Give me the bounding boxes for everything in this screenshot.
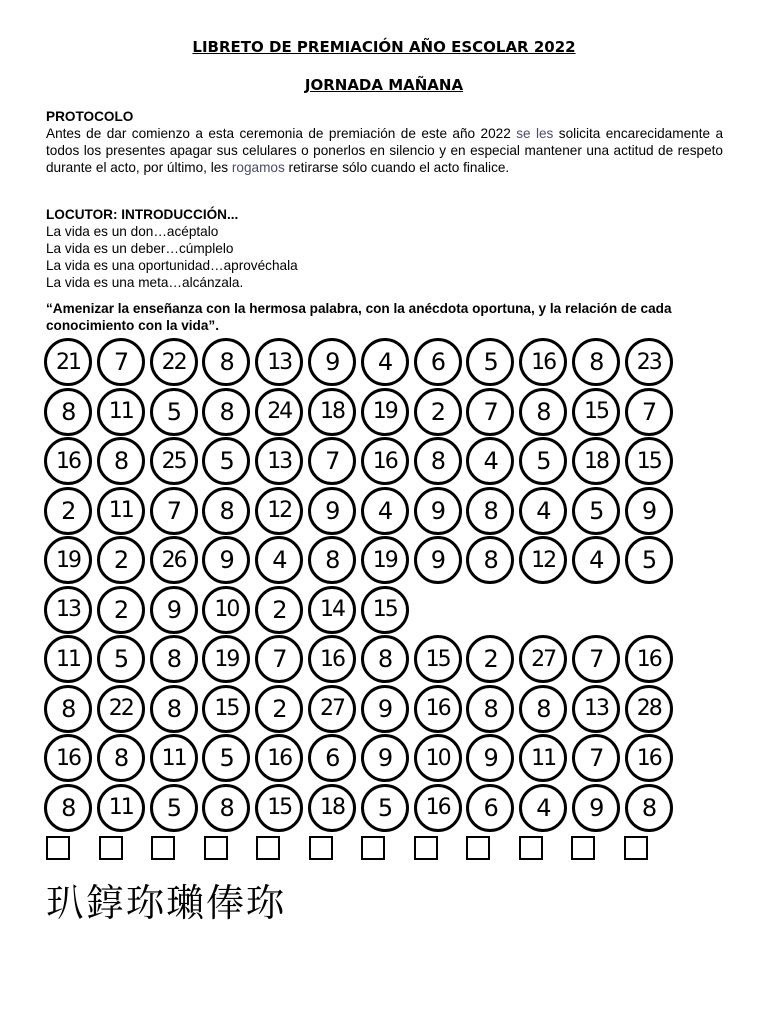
circled-number: 9 bbox=[361, 685, 409, 733]
circled-number: 8 bbox=[625, 784, 673, 832]
empty-box-row bbox=[46, 836, 676, 860]
circled-number: 6 bbox=[308, 734, 356, 782]
circled-number: 10 bbox=[202, 586, 250, 634]
circled-number: 8 bbox=[44, 784, 92, 832]
circled-number: 4 bbox=[255, 536, 303, 584]
circled-number: 9 bbox=[414, 536, 462, 584]
circled-number: 4 bbox=[466, 437, 514, 485]
circled-number: 27 bbox=[308, 685, 356, 733]
locutor-heading: LOCUTOR: INTRODUCCIÓN... bbox=[46, 207, 239, 222]
circle-row bbox=[44, 635, 744, 685]
circled-number: 23 bbox=[625, 338, 673, 386]
circled-number: 22 bbox=[97, 685, 145, 733]
circled-number: 8 bbox=[572, 338, 620, 386]
circled-number: 11 bbox=[97, 487, 145, 535]
empty-box bbox=[46, 836, 70, 860]
circled-number: 10 bbox=[414, 734, 462, 782]
circled-number: 5 bbox=[202, 734, 250, 782]
circled-number: 16 bbox=[625, 635, 673, 683]
circled-number: 8 bbox=[466, 487, 514, 535]
circled-number: 7 bbox=[572, 734, 620, 782]
circled-number: 22 bbox=[150, 338, 198, 386]
circled-number: 2 bbox=[255, 685, 303, 733]
circled-number: 12 bbox=[519, 536, 567, 584]
circled-number: 15 bbox=[572, 388, 620, 436]
circled-number: 8 bbox=[202, 487, 250, 535]
circled-number: 8 bbox=[519, 685, 567, 733]
circled-number-grid bbox=[44, 338, 744, 833]
circled-number: 5 bbox=[519, 437, 567, 485]
circled-number: 7 bbox=[97, 338, 145, 386]
circled-number: 15 bbox=[255, 784, 303, 832]
circled-number: 9 bbox=[150, 586, 198, 634]
locutor-section bbox=[46, 206, 723, 291]
circled-number: 2 bbox=[97, 586, 145, 634]
circled-number: 2 bbox=[466, 635, 514, 683]
circled-number: 5 bbox=[466, 338, 514, 386]
empty-box bbox=[99, 836, 123, 860]
circled-number: 16 bbox=[255, 734, 303, 782]
circled-number: 8 bbox=[150, 685, 198, 733]
circle-row bbox=[44, 338, 744, 388]
circled-number: 13 bbox=[572, 685, 620, 733]
circled-number: 2 bbox=[97, 536, 145, 584]
circled-number: 8 bbox=[519, 388, 567, 436]
circled-number: 8 bbox=[414, 437, 462, 485]
circled-number: 15 bbox=[414, 635, 462, 683]
circled-number: 14 bbox=[308, 586, 356, 634]
circled-number: 16 bbox=[625, 734, 673, 782]
locutor-line: La vida es un deber…cúmplelo bbox=[46, 241, 234, 256]
circled-number: 16 bbox=[308, 635, 356, 683]
circled-number: 8 bbox=[97, 734, 145, 782]
circled-number: 15 bbox=[361, 586, 409, 634]
empty-box bbox=[309, 836, 333, 860]
circled-number: 5 bbox=[202, 437, 250, 485]
circle-row bbox=[44, 586, 744, 636]
protocolo-section bbox=[46, 108, 723, 176]
circled-number: 8 bbox=[361, 635, 409, 683]
empty-box bbox=[151, 836, 175, 860]
circled-number: 11 bbox=[150, 734, 198, 782]
circled-number: 9 bbox=[361, 734, 409, 782]
circled-number: 8 bbox=[202, 338, 250, 386]
circled-number: 7 bbox=[466, 388, 514, 436]
protocolo-text-part-1: Antes de dar comienzo a esta ceremonia de premiación de este año 2022 bbox=[46, 126, 517, 141]
circled-number: 19 bbox=[361, 536, 409, 584]
empty-box bbox=[414, 836, 438, 860]
circled-number: 16 bbox=[44, 437, 92, 485]
circled-number: 2 bbox=[255, 586, 303, 634]
circled-number: 16 bbox=[361, 437, 409, 485]
circled-number: 9 bbox=[202, 536, 250, 584]
circled-number: 19 bbox=[44, 536, 92, 584]
circled-number: 26 bbox=[150, 536, 198, 584]
locutor-line: La vida es un don…acéptalo bbox=[46, 224, 219, 239]
protocolo-accent-1: se les bbox=[516, 126, 554, 141]
circled-number: 18 bbox=[572, 437, 620, 485]
document-subtitle: JORNADA MAÑANA bbox=[304, 76, 464, 94]
circled-number: 4 bbox=[361, 338, 409, 386]
circled-number: 4 bbox=[519, 784, 567, 832]
document-title: LIBRETO DE PREMIACIÓN AÑO ESCOLAR 2022 bbox=[192, 38, 576, 56]
empty-box bbox=[256, 836, 280, 860]
circled-number: 13 bbox=[255, 338, 303, 386]
locutor-line: La vida es una oportunidad…aprovéchala bbox=[46, 258, 298, 273]
locutor-line: La vida es una meta…alcánzala. bbox=[46, 275, 244, 290]
empty-box bbox=[466, 836, 490, 860]
circled-number: 4 bbox=[572, 536, 620, 584]
circle-row bbox=[44, 388, 744, 438]
circled-number: 5 bbox=[572, 487, 620, 535]
protocolo-accent-2: rogamos bbox=[231, 160, 285, 175]
circled-number: 8 bbox=[308, 536, 356, 584]
circled-number: 8 bbox=[202, 784, 250, 832]
circled-number: 9 bbox=[308, 338, 356, 386]
circled-number: 15 bbox=[625, 437, 673, 485]
circled-number: 15 bbox=[202, 685, 250, 733]
circled-number: 2 bbox=[44, 487, 92, 535]
circled-number: 19 bbox=[361, 388, 409, 436]
circled-number: 7 bbox=[308, 437, 356, 485]
circled-number: 9 bbox=[625, 487, 673, 535]
circle-row bbox=[44, 536, 744, 586]
circled-number: 5 bbox=[97, 635, 145, 683]
circled-number: 7 bbox=[625, 388, 673, 436]
empty-box bbox=[519, 836, 543, 860]
circle-row bbox=[44, 685, 744, 735]
empty-box bbox=[624, 836, 648, 860]
circled-number: 9 bbox=[308, 487, 356, 535]
circled-number: 24 bbox=[255, 388, 303, 436]
circled-number: 16 bbox=[44, 734, 92, 782]
circled-number: 9 bbox=[466, 734, 514, 782]
circled-number: 7 bbox=[572, 635, 620, 683]
circled-number: 11 bbox=[97, 784, 145, 832]
circled-number: 5 bbox=[625, 536, 673, 584]
protocolo-text bbox=[46, 125, 723, 176]
circled-number: 8 bbox=[466, 536, 514, 584]
protocolo-heading: PROTOCOLO bbox=[46, 109, 134, 124]
circled-number: 25 bbox=[150, 437, 198, 485]
circled-number: 8 bbox=[466, 685, 514, 733]
circled-number: 16 bbox=[414, 685, 462, 733]
circled-number: 5 bbox=[150, 784, 198, 832]
circle-row bbox=[44, 437, 744, 487]
circled-number: 18 bbox=[308, 388, 356, 436]
circled-number: 7 bbox=[255, 635, 303, 683]
circled-number: 6 bbox=[414, 338, 462, 386]
circled-number: 8 bbox=[97, 437, 145, 485]
circled-number: 6 bbox=[466, 784, 514, 832]
circled-number: 11 bbox=[44, 635, 92, 683]
circled-number: 13 bbox=[255, 437, 303, 485]
circled-number: 8 bbox=[150, 635, 198, 683]
cjk-text: 玐錞珎瓎俸珎 bbox=[46, 881, 287, 925]
circled-number: 16 bbox=[414, 784, 462, 832]
circle-row bbox=[44, 734, 744, 784]
circled-number: 13 bbox=[44, 586, 92, 634]
circled-number: 4 bbox=[519, 487, 567, 535]
protocolo-text-part-2: solicita encarecidamente a todos los presentes apagar sus celulares o ponerlos en silencio y en especial mantener una actitud de respeto durante el acto, por último, les bbox=[46, 126, 724, 175]
empty-box bbox=[571, 836, 595, 860]
circled-number: 9 bbox=[572, 784, 620, 832]
quote: “Amenizar la enseñanza con la hermosa palabra, con la anécdota oportuna, y la relación de cada conocimiento con la vida”. bbox=[46, 301, 672, 333]
circled-number: 11 bbox=[519, 734, 567, 782]
circled-number: 2 bbox=[414, 388, 462, 436]
circled-number: 27 bbox=[519, 635, 567, 683]
empty-box bbox=[204, 836, 228, 860]
circled-number: 28 bbox=[625, 685, 673, 733]
circled-number: 16 bbox=[519, 338, 567, 386]
circle-row bbox=[44, 784, 744, 834]
circled-number: 19 bbox=[202, 635, 250, 683]
protocolo-text-part-3: retirarse sólo cuando el acto finalice. bbox=[284, 160, 510, 175]
circled-number: 4 bbox=[361, 487, 409, 535]
circled-number: 9 bbox=[414, 487, 462, 535]
circled-number: 18 bbox=[308, 784, 356, 832]
circled-number: 21 bbox=[44, 338, 92, 386]
circled-number: 11 bbox=[97, 388, 145, 436]
empty-box bbox=[361, 836, 385, 860]
circled-number: 12 bbox=[255, 487, 303, 535]
circled-number: 5 bbox=[150, 388, 198, 436]
circled-number: 8 bbox=[44, 685, 92, 733]
circled-number: 7 bbox=[150, 487, 198, 535]
circled-number: 8 bbox=[44, 388, 92, 436]
circle-row bbox=[44, 487, 744, 537]
circled-number: 8 bbox=[202, 388, 250, 436]
circled-number: 5 bbox=[361, 784, 409, 832]
